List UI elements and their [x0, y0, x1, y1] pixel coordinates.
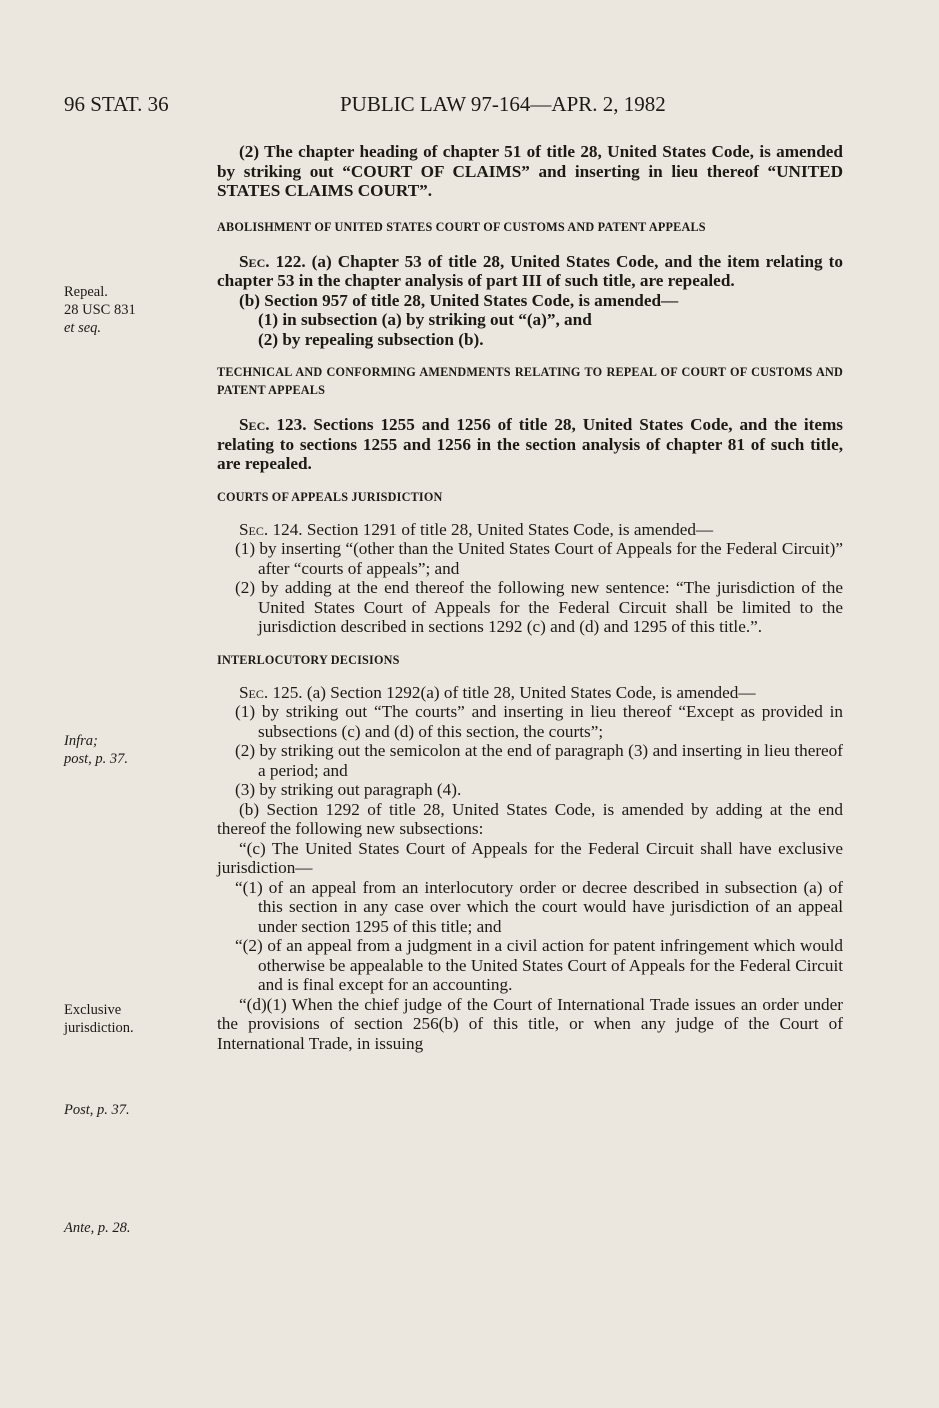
section-125-a-text: 125. (a) Section 1292(a) of title 28, United States Code, is amended— [268, 682, 756, 702]
margin-note-exclusive-a: Exclusive [64, 1002, 122, 1018]
section-125-b: (b) Section 1292 of title 28, United States Code, is amended by adding at the end thereof the following new subsections: [217, 799, 843, 838]
section-heading-appeals-jurisdiction: COURTS OF APPEALS JURISDICTION [217, 489, 443, 504]
section-124-1: (1) by inserting “(other than the United States Court of Appeals for the Federal Circuit)” after “courts of appeals”; and [235, 539, 843, 578]
subsection-c-2: “(2) of an appeal from a judgment in a civil action for patent infringement which would otherwise be appealable to the United States Court of Appeals for the Federal Circuit and is final except for an accounting. [235, 936, 843, 994]
section-124 [217, 520, 843, 540]
margin-note-ante [64, 1219, 204, 1237]
section-label: Sec. [239, 251, 270, 271]
margin-note-repeal-label: Repeal. [64, 284, 108, 300]
section-124-text: 124. Section 1291 of title 28, United States Code, is amended— [268, 519, 714, 539]
body-text [217, 142, 843, 1053]
section-heading-technical-amendments: TECHNICAL AND CONFORMING AMENDMENTS RELATING TO REPEAL OF COURT OF CUSTOMS AND PATENT APPEALS [217, 365, 843, 397]
section-124-2: (2) by adding at the end thereof the following new sentence: “The jurisdiction of the United States Court of Appeals for the Federal Circuit shall be limited to the jurisdiction described in sections 1292 (c) and (d) and 1295 of this title.”. [235, 578, 843, 636]
section-122-a [217, 252, 843, 291]
margin-note-repeal-cite-tail: et seq. [64, 320, 102, 336]
subsection-c-1: “(1) of an appeal from an interlocutory order or decree described in subsection (a) of this section in any case over which the court would have jurisdiction of an appeal under section 1295 of this title; and [235, 877, 843, 936]
section-125-a [217, 683, 843, 703]
section-label: Sec. [239, 415, 270, 434]
margin-note-infra-b: post, p. 37. [64, 751, 129, 767]
section-heading-abolishment: ABOLISHMENT OF UNITED STATES COURT OF CUSTOMS AND PATENT APPEALS [217, 219, 706, 234]
subsection-c: “(c) The United States Court of Appeals for the Federal Circuit shall have exclusive jurisdiction— [217, 838, 843, 877]
page-identifier: 96 STAT. 36 [64, 92, 169, 116]
paragraph-chapter-heading-amendment: (2) The chapter heading of chapter 51 of title 28, United States Code, is amended by striking out “COURT OF CLAIMS” and inserting in lieu thereof “UNITED STATES CLAIMS COURT”. [217, 142, 843, 200]
margin-note-exclusive [64, 1001, 204, 1037]
section-heading-interlocutory-decisions: INTERLOCUTORY DECISIONS [217, 652, 400, 667]
subsection-d-1: “(d)(1) When the chief judge of the Court of International Trade issues an order under the provisions of section 256(b) of this title, or when any judge of the Court of International Trade, in issuing [217, 994, 843, 1053]
section-123-text: 123. Sections 1255 and 1256 of title 28, United States Code, and the items relating to sections 1255 and 1256 in the section analysis of chapter 81 of such title, are repealed. [217, 415, 843, 473]
margin-note-repeal-cite: 28 USC 831 [64, 302, 136, 318]
section-125-a-3: (3) by striking out paragraph (4). [235, 780, 462, 799]
margin-note-ante-text: Ante, p. 28. [64, 1220, 131, 1236]
running-title: PUBLIC LAW 97-164—APR. 2, 1982 [340, 92, 666, 116]
section-125-a-2: (2) by striking out the semicolon at the end of paragraph (3) and inserting in lieu thereof a period; and [235, 741, 843, 780]
margin-note-infra-a: Infra; [64, 733, 98, 749]
section-123 [217, 415, 843, 474]
margin-note-post-text: Post, p. 37. [64, 1102, 130, 1118]
section-label: Sec. [239, 519, 269, 539]
section-122-b: (b) Section 957 of title 28, United States Code, is amended— [239, 290, 679, 310]
section-122-b-2: (2) by repealing subsection (b). [258, 329, 484, 349]
section-125-a-1: (1) by striking out “The courts” and inserting in lieu thereof “Except as provided in subsections (c) and (d) of this section, the courts”; [235, 702, 843, 741]
section-122-b-1: (1) in subsection (a) by striking out “(a)”, and [258, 310, 592, 329]
margin-note-repeal [64, 283, 204, 337]
section-122-a-text: 122. (a) Chapter 53 of title 28, United States Code, and the item relating to chapter 53 in the chapter analysis of part III of such title, are repealed. [217, 251, 843, 290]
margin-note-post [64, 1101, 204, 1119]
margin-note-exclusive-b: jurisdiction. [64, 1020, 134, 1036]
section-label: Sec. [239, 682, 269, 702]
margin-note-infra [64, 732, 204, 768]
